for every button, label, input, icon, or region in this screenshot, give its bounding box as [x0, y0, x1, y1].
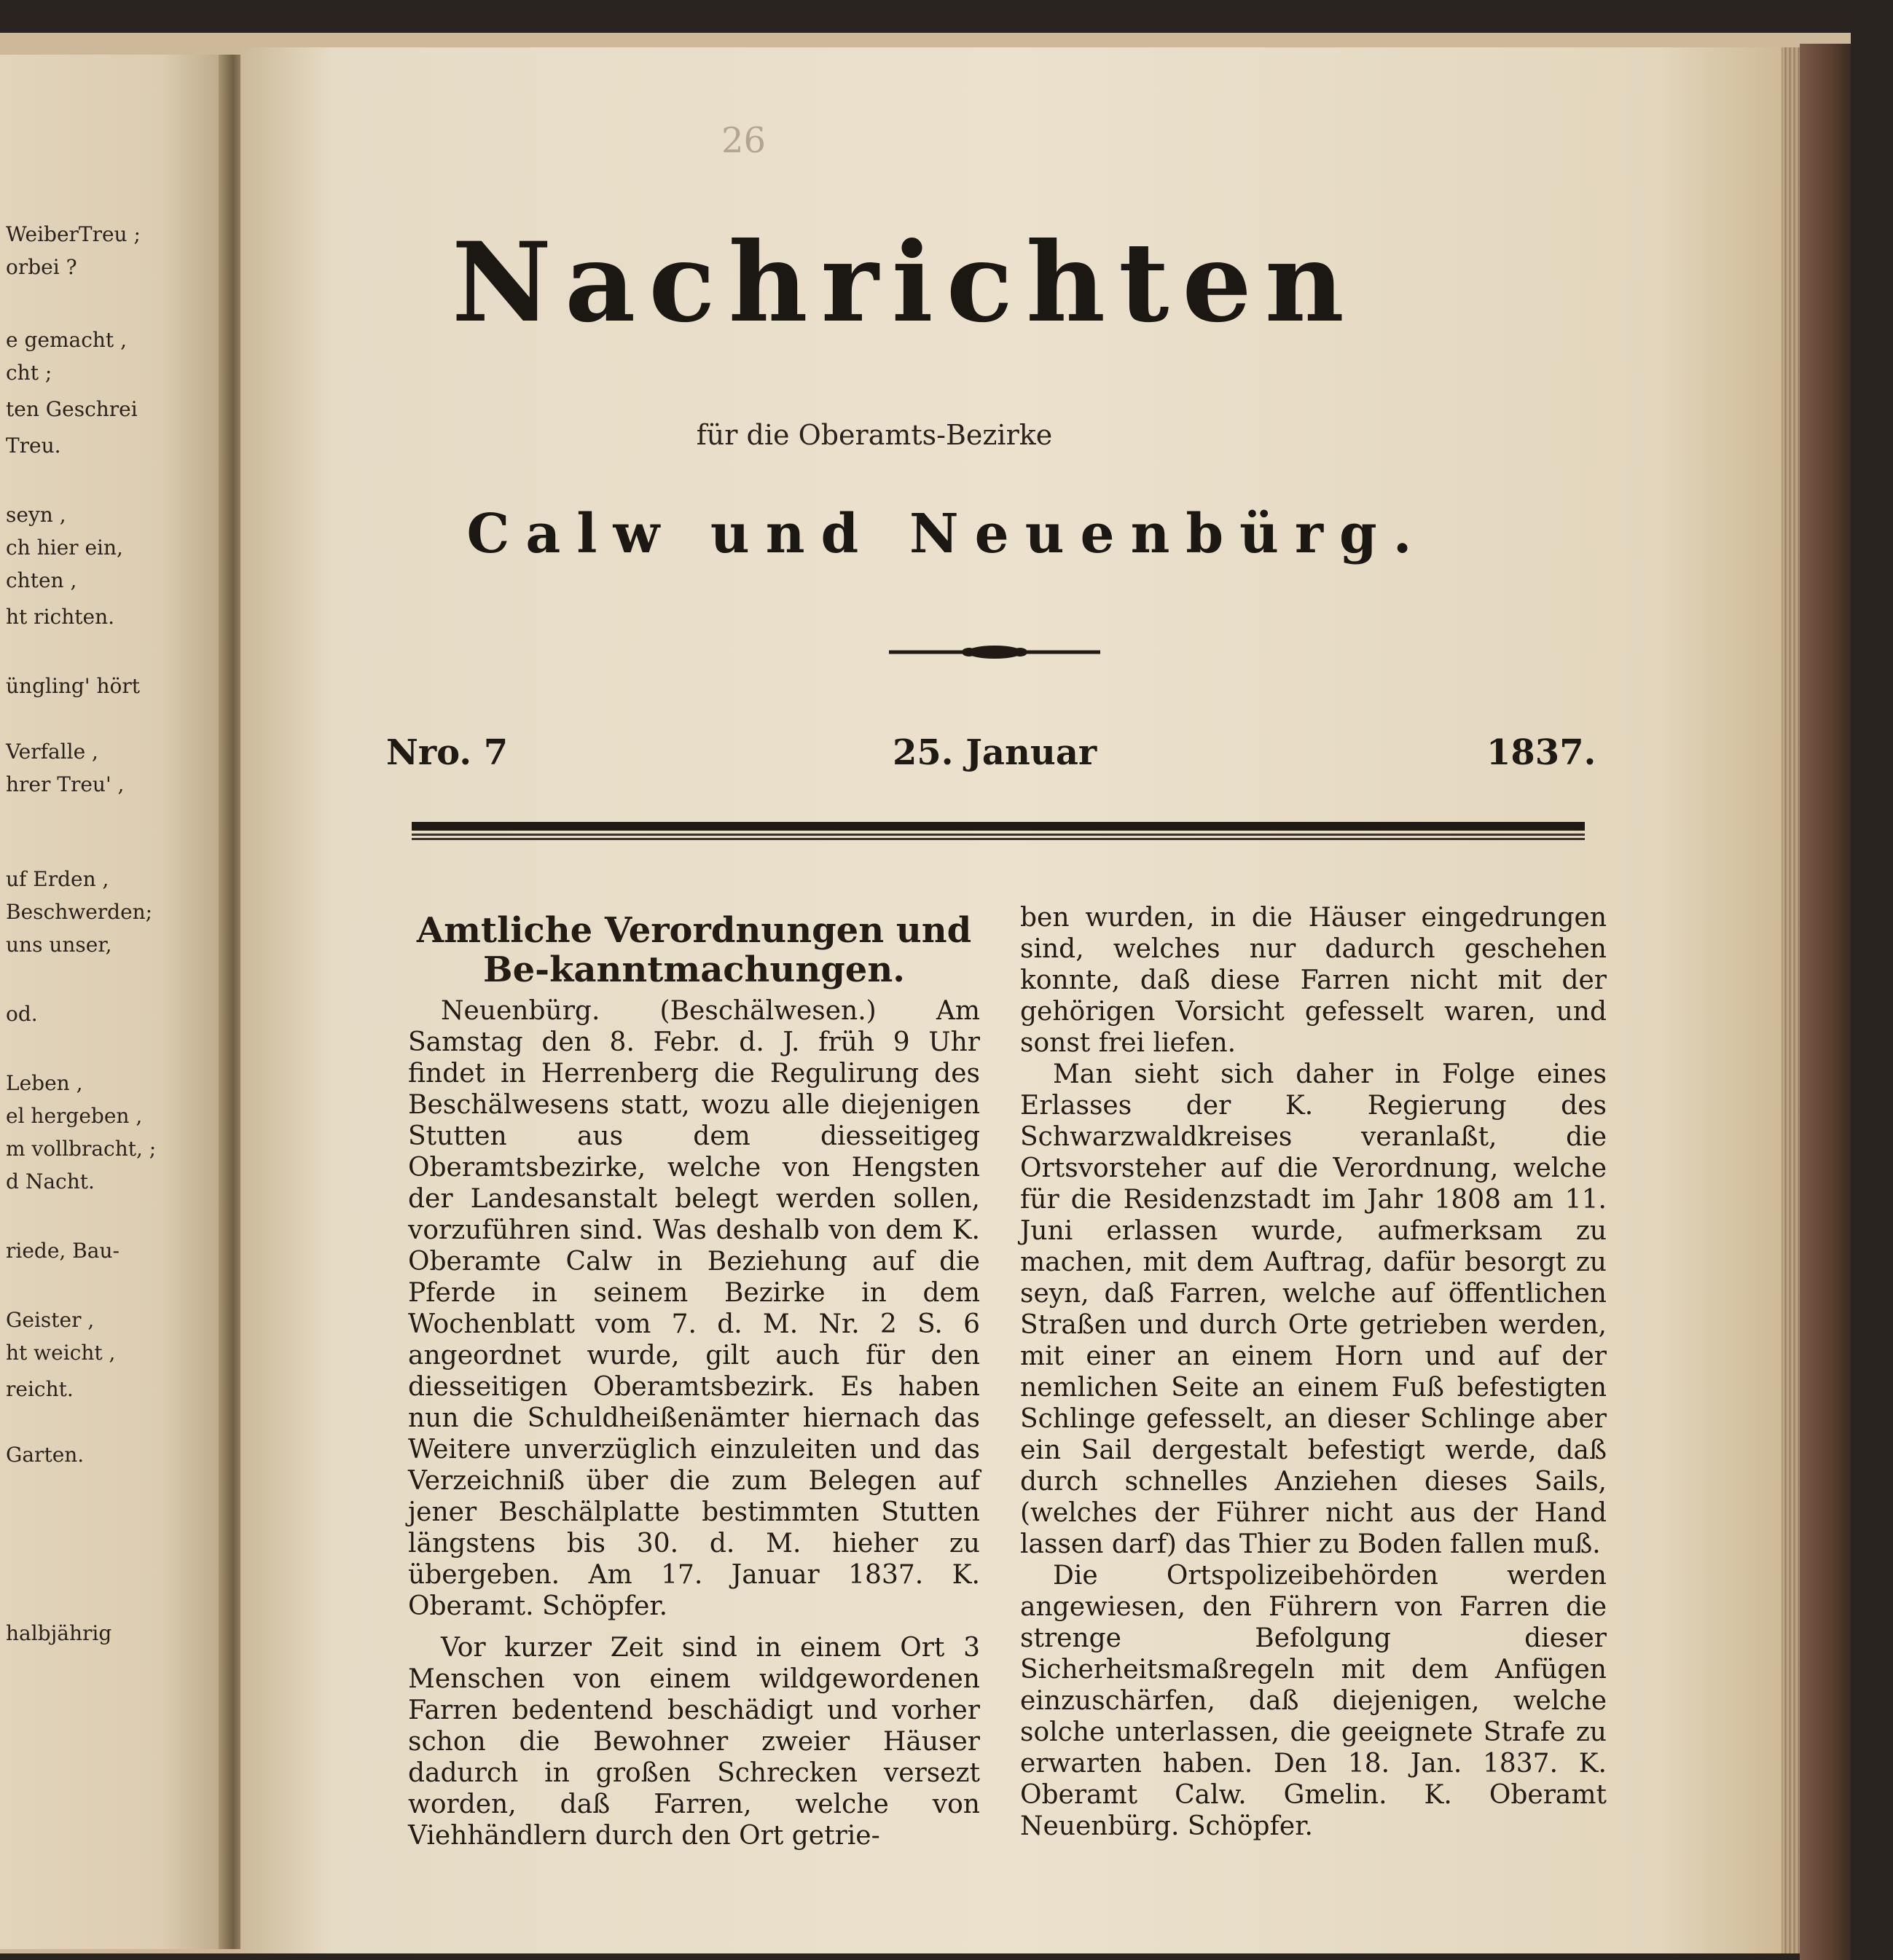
article-column-left	[408, 911, 980, 1851]
article-paragraph: ben wurden, in die Häuser eingedrungen sind, welches nur dadurch geschehen konnte, daß diese Farren nicht mit der gehörigen Vorsicht gefesselt waren, und sonst frei liefen.	[1020, 903, 1607, 1058]
left-line: Geister ,	[6, 1308, 95, 1332]
left-line: e gemacht ,	[6, 328, 127, 352]
left-line: el hergeben ,	[6, 1104, 143, 1128]
left-line: d Nacht.	[6, 1169, 95, 1193]
issue-date: 25. Januar	[893, 732, 1097, 773]
left-line: riede, Bau-	[6, 1239, 119, 1263]
left-line: ht weicht ,	[6, 1341, 116, 1365]
article-heading: Amtliche Verordnungen und Be-kanntmachungen.	[416, 910, 972, 990]
left-line: Leben ,	[6, 1071, 83, 1095]
left-line: hrer Treu' ,	[6, 772, 125, 796]
ornament-divider	[889, 641, 1100, 663]
left-line: orbei ?	[6, 255, 77, 279]
left-line: üngling' hört	[6, 674, 140, 698]
left-line: WeiberTreu ;	[6, 222, 141, 246]
page-number: 26	[721, 120, 767, 161]
article-paragraph: Man sieht sich daher in Folge eines Erlasses der K. Regierung des Schwarzwaldkreises veranlaßt, die Ortsvorsteher auf die Verordnung, welche für die Residenzstadt im Jahr 1808 am 11. Juni erlassen wurde, aufmerksam zu machen, mit dem Auftrag, dafür besorgt zu seyn, daß Farren, welche auf öffentlichen Straßen und durch Orte getrieben werden, mit einer an einem Horn und auf der nemlichen Seite an einem Fuß befestigten Schlinge gefesselt, an dieser Schlinge aber ein Sail dergestalt befestigt werde, daß durch schnelles Anziehen dieses Sails, (welches der Führer nicht aus der Hand lassen darf) das Thier zu Boden fallen muß.	[1020, 1059, 1607, 1559]
left-line: ch hier ein,	[6, 536, 123, 560]
left-line: ht richten.	[6, 605, 114, 629]
left-line: chten ,	[6, 568, 77, 592]
book-spine	[1800, 44, 1851, 1960]
article-column-right	[1020, 902, 1607, 1842]
article-paragraph: Die Ortspolizeibehörden werden angewiesen, den Führern von Farren die strenge Befolgung dieser Sicherheitsmaßregeln mit dem Anfügen einzuschärfen, daß diejenigen, welche solche unterlassen, die geeignete Strafe zu erwarten haben. Den 18. Jan. 1837. K. Oberamt Calw. Gmelin. K. Oberamt Neuenbürg. Schöpfer.	[1020, 1561, 1607, 1841]
double-rule	[412, 822, 1585, 841]
left-line: od.	[6, 1002, 38, 1026]
masthead-subtitle: für die Oberamts-Bezirke	[696, 419, 1053, 451]
issue-year: 1837.	[1486, 732, 1596, 773]
left-line: Treu.	[6, 434, 61, 458]
left-line: Verfalle ,	[6, 740, 98, 764]
left-line: ten Geschrei	[6, 397, 138, 421]
left-page	[0, 55, 230, 1949]
left-line: Beschwerden;	[6, 900, 153, 924]
left-line: cht ;	[6, 361, 52, 385]
left-line: reicht.	[6, 1377, 74, 1401]
masthead-region: Calw und Neuenbürg.	[466, 503, 1428, 565]
left-line: halbjährig	[6, 1621, 112, 1645]
article-paragraph: Vor kurzer Zeit sind in einem Ort 3 Menschen von einem wildgewordenen Farren bedentend beschädigt und vorher schon die Bewohner zweier Häuser dadurch in großen Schrecken versezt worden, daß Farren, welche von Viehhändlern durch den Ort getrie-	[408, 1633, 980, 1851]
article-paragraph: Neuenbürg. (Beschälwesen.) Am Samstag den 8. Febr. d. J. früh 9 Uhr findet in Herrenberg die Regulirung des Beschälwesens statt, wozu alle diejenigen Stutten aus dem diesseitigeg Oberamtsbezirke, welche von Hengsten der Landesanstalt belegt werden sollen, vorzuführen sind. Was deshalb von dem K. Oberamte Calw in Beziehung auf die Pferde in seinem Bezirke in dem Wochenblatt vom 7. d. M. Nr. 2 S. 6 angeordnet wurde, gilt auch für den diesseitigen Oberamtsbezirk. Es haben nun die Schuldheißenämter hiernach das Weitere unverzüglich einzuleiten und das Verzeichniß über die zum Belegen auf jener Beschälplatte bestimmten Stutten längstens bis 30. d. M. hieher zu übergeben. Am 17. Januar 1837. K. Oberamt. Schöpfer.	[408, 996, 980, 1621]
left-line: m vollbracht, ;	[6, 1137, 157, 1161]
left-line: uns unser,	[6, 933, 112, 957]
masthead-title: Nachrichten	[452, 219, 1357, 347]
left-line: Garten.	[6, 1443, 85, 1467]
left-line: seyn ,	[6, 503, 66, 527]
left-line: uf Erden ,	[6, 867, 109, 891]
issue-number: Nro. 7	[386, 732, 509, 773]
